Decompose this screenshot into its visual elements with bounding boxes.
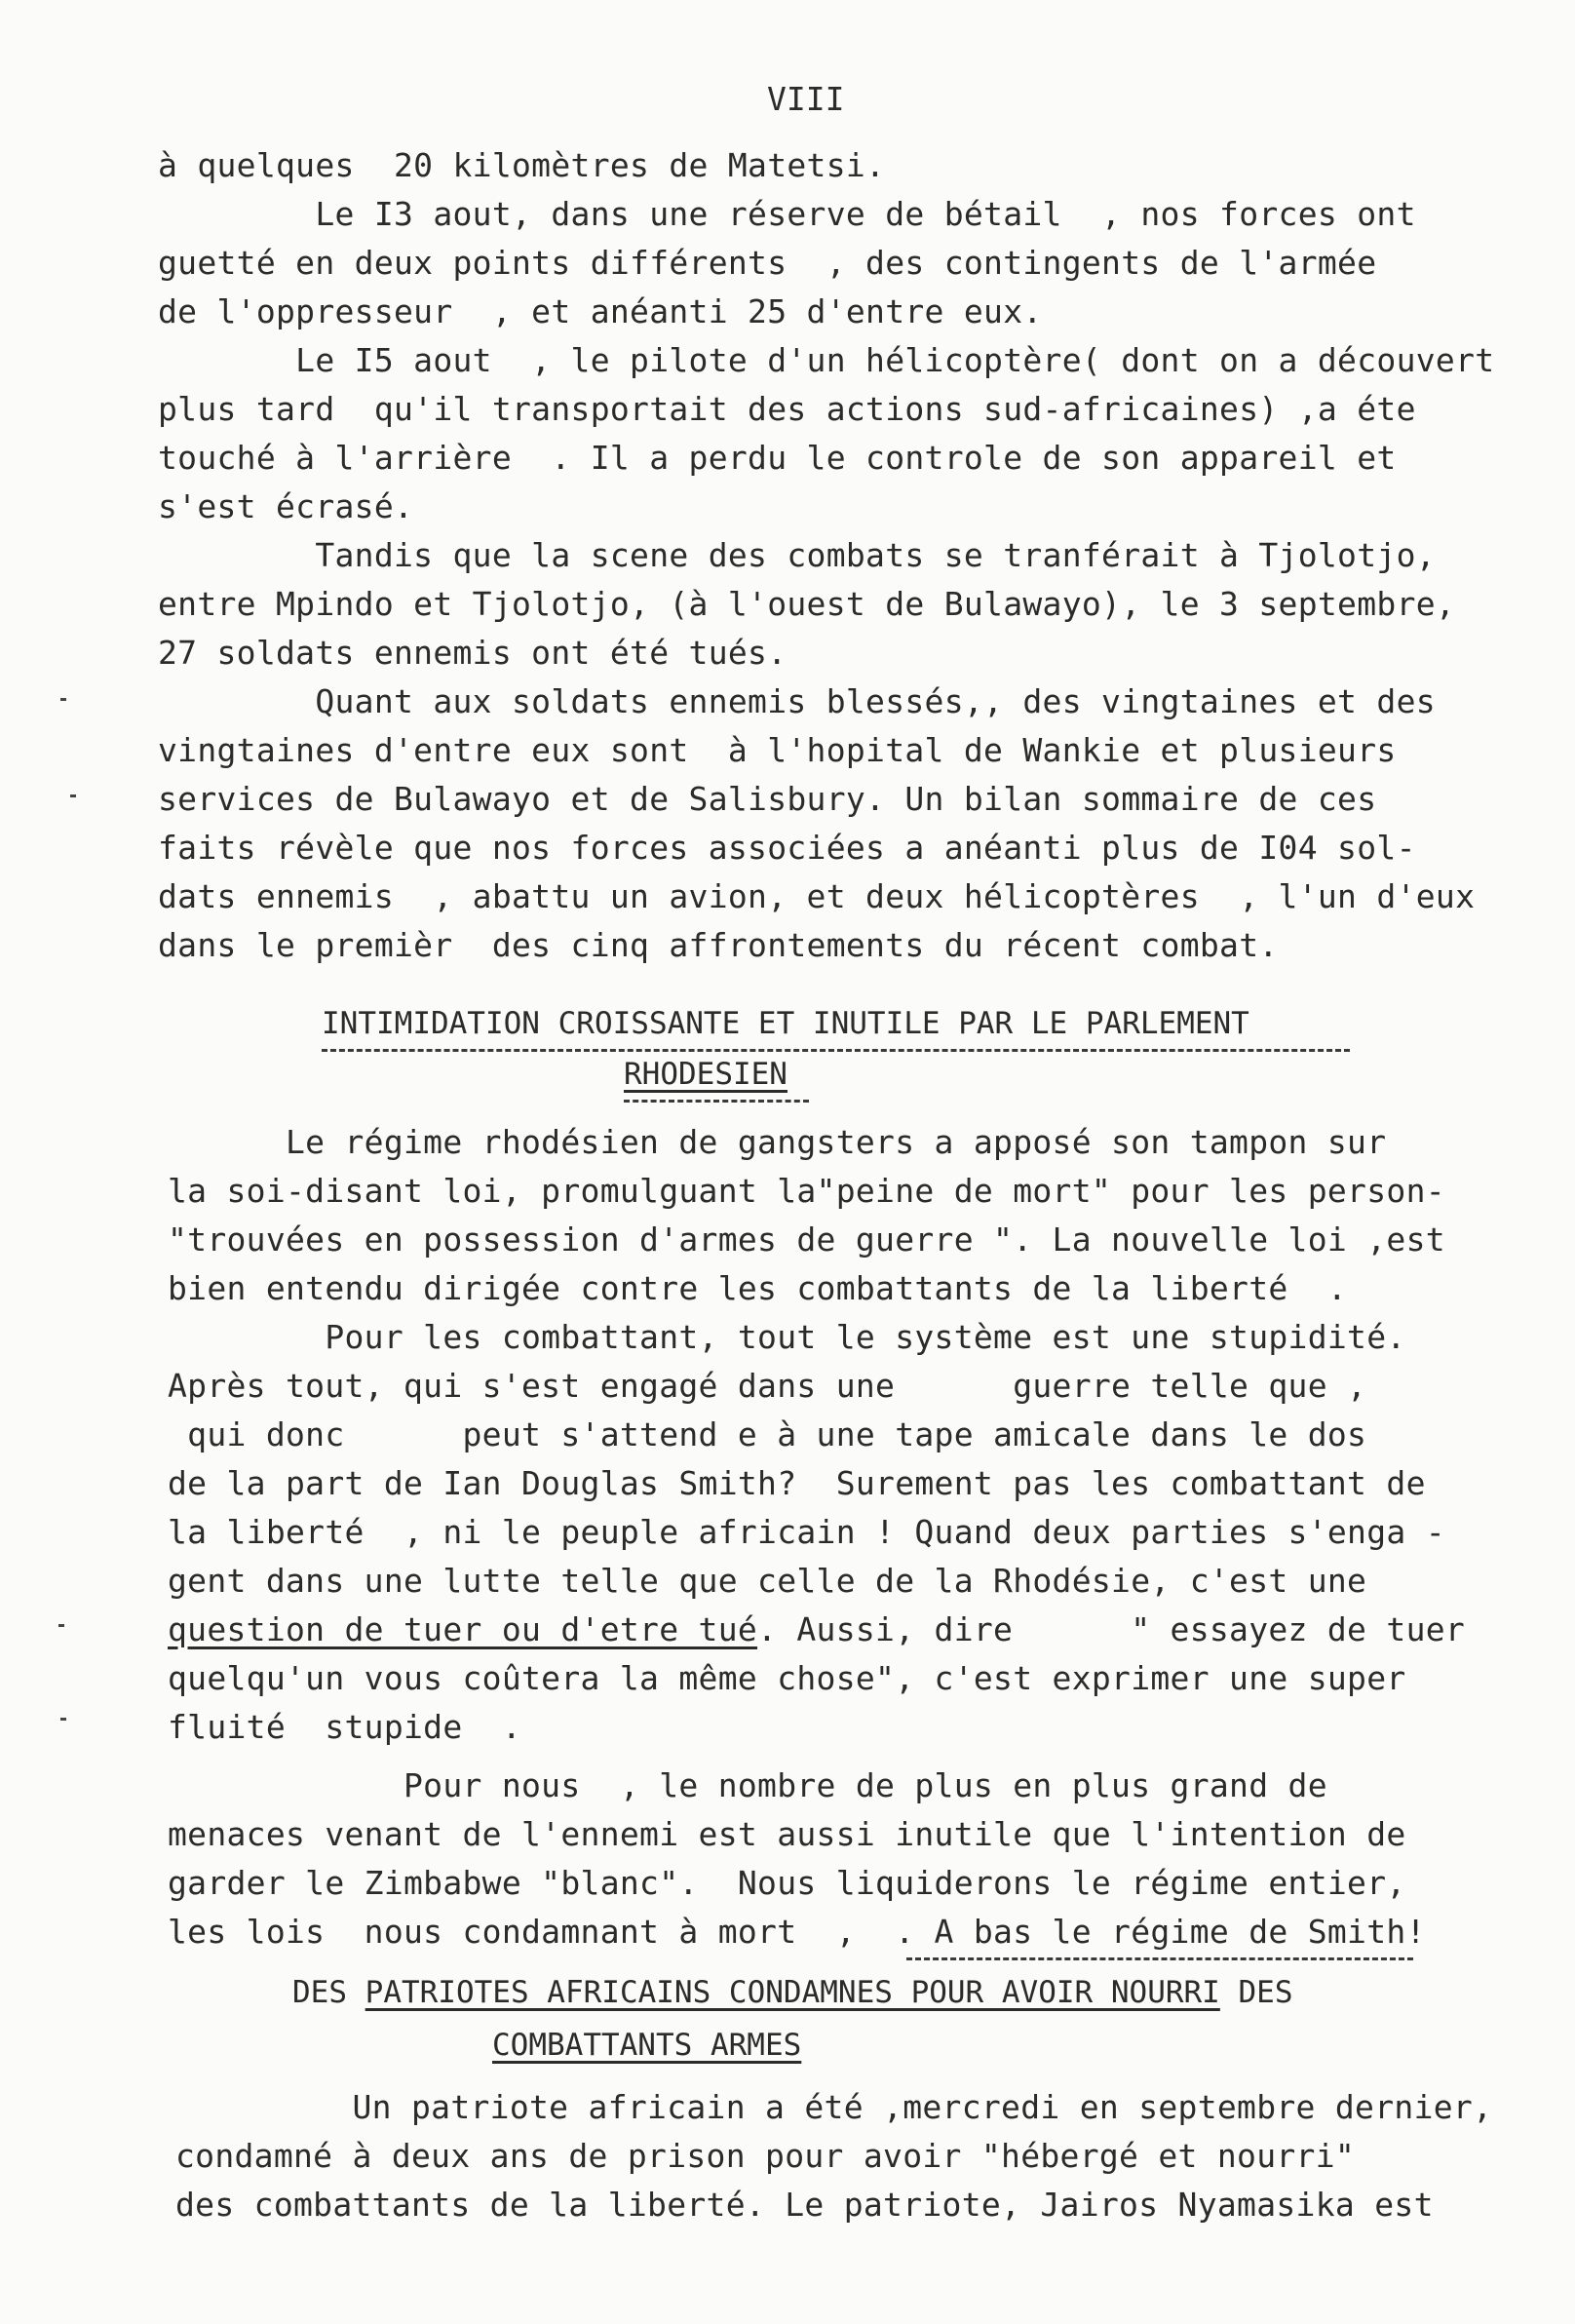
text-line: entre Mpindo et Tjolotjo, (à l'ouest de Bulawayo), le 3 septembre,	[158, 585, 1456, 623]
margin-mark	[70, 794, 76, 797]
text-line: des combattants de la liberté. Le patriote, Jairos Nyamasika est	[175, 2186, 1434, 2224]
text-line: dans le premièr des cinq affrontements du récent combat.	[158, 926, 1279, 964]
text-line: de l'oppresseur , et anéanti 25 d'entre eux.	[158, 292, 1043, 330]
margin-mark	[58, 1624, 64, 1627]
text-line: quelqu'un vous coûtera la même chose", c'est exprimer une super	[168, 1659, 1406, 1697]
text-line: Tandis que la scene des combats se tranférait à Tjolotjo,	[158, 536, 1436, 574]
text-line: la soi-disant loi, promulguant la"peine de mort" pour les person-	[168, 1172, 1445, 1210]
text-line: gent dans une lutte telle que celle de la Rhodésie, c'est une	[168, 1562, 1367, 1600]
text-line: touché à l'arrière . Il a perdu le controle de son appareil et	[158, 439, 1397, 477]
text-line: vingtaines d'entre eux sont à l'hopital de Wankie et plusieurs	[158, 731, 1397, 769]
text-line: guetté en deux points différents , des contingents de l'armée	[158, 244, 1377, 282]
text-line: la liberté , ni le peuple africain ! Quand deux parties s'enga -	[168, 1513, 1445, 1551]
text-line: dats ennemis , abattu un avion, et deux hélicoptères , l'un d'eux	[158, 877, 1476, 915]
heading-line-1	[292, 1973, 1293, 2012]
text-line: Un patriote africain a été ,mercredi en septembre dernier,	[175, 2088, 1493, 2126]
heading-prefix: DES	[292, 1975, 365, 2010]
page-number: VIII	[767, 80, 845, 118]
text-line: de la part de Ian Douglas Smith? Surement pas les combattant de	[168, 1464, 1426, 1502]
margin-mark	[60, 698, 66, 701]
text-line: garder le Zimbabwe "blanc". Nous liquiderons le régime entier,	[168, 1864, 1406, 1902]
text-line: Le I3 aout, dans une réserve de bétail , nos forces ont	[158, 195, 1416, 233]
text-line: Le régime rhodésien de gangsters a apposé son tampon sur	[168, 1123, 1387, 1161]
heading-dashed-rule	[322, 1049, 1350, 1052]
text-line: plus tard qu'il transportait des actions sud-africaines) ,a éte	[158, 390, 1416, 428]
text-line: fluité stupide .	[168, 1708, 522, 1746]
text-line: à quelques 20 kilomètres de Matetsi.	[158, 146, 886, 184]
heading-underlined: PATRIOTES AFRICAINS CONDAMNES POUR AVOIR NOURRI	[365, 1975, 1220, 2010]
dashed-rule	[906, 1957, 1413, 1960]
text-line: 27 soldats ennemis ont été tués.	[158, 634, 788, 672]
text-line: Après tout, qui s'est engagé dans une guerre telle que ,	[168, 1367, 1367, 1405]
text-line: "trouvées en possession d'armes de guerre ". La nouvelle loi ,est	[168, 1220, 1445, 1259]
heading-line-2: RHODESIEN	[624, 1057, 788, 1092]
text-line: condamné à deux ans de prison pour avoir "hébergé et nourri"	[175, 2137, 1356, 2175]
text-span: . Aussi, dire " essayez de tuer	[757, 1610, 1466, 1648]
text-line: services de Bulawayo et de Salisbury. Un bilan sommaire de ces	[158, 780, 1377, 818]
text-line: Le I5 aout , le pilote d'un hélicoptère( dont on a découvert	[158, 341, 1495, 379]
heading-line-2: COMBATTANTS ARMES	[492, 2028, 802, 2063]
heading-suffix: DES	[1219, 1975, 1293, 2010]
text-line: faits révèle que nos forces associées a anéanti plus de I04 sol-	[158, 829, 1416, 867]
text-line: qui donc peut s'attend e à une tape amicale dans le dos	[168, 1415, 1367, 1453]
text-line: Quant aux soldats ennemis blessés,, des vingtaines et des	[158, 682, 1436, 720]
heading-line-1: INTIMIDATION CROISSANTE ET INUTILE PAR LE PARLEMENT	[322, 1006, 1249, 1041]
margin-mark	[60, 1718, 66, 1721]
text-line: les lois nous condamnant à mort , . A bas le régime de Smith!	[168, 1913, 1426, 1951]
underlined-phrase: question de tuer ou d'etre tué	[168, 1610, 758, 1648]
text-line: bien entendu dirigée contre les combattants de la liberté .	[168, 1269, 1348, 1307]
text-line: Pour nous , le nombre de plus en plus grand de	[168, 1766, 1327, 1804]
text-line: menaces venant de l'ennemi est aussi inutile que l'intention de	[168, 1815, 1406, 1853]
text-line: Pour les combattant, tout le système est une stupidité.	[168, 1318, 1406, 1356]
text-line: s'est écrasé.	[158, 487, 414, 525]
heading-dashed-rule	[624, 1100, 809, 1103]
text-line	[168, 1610, 1465, 1649]
